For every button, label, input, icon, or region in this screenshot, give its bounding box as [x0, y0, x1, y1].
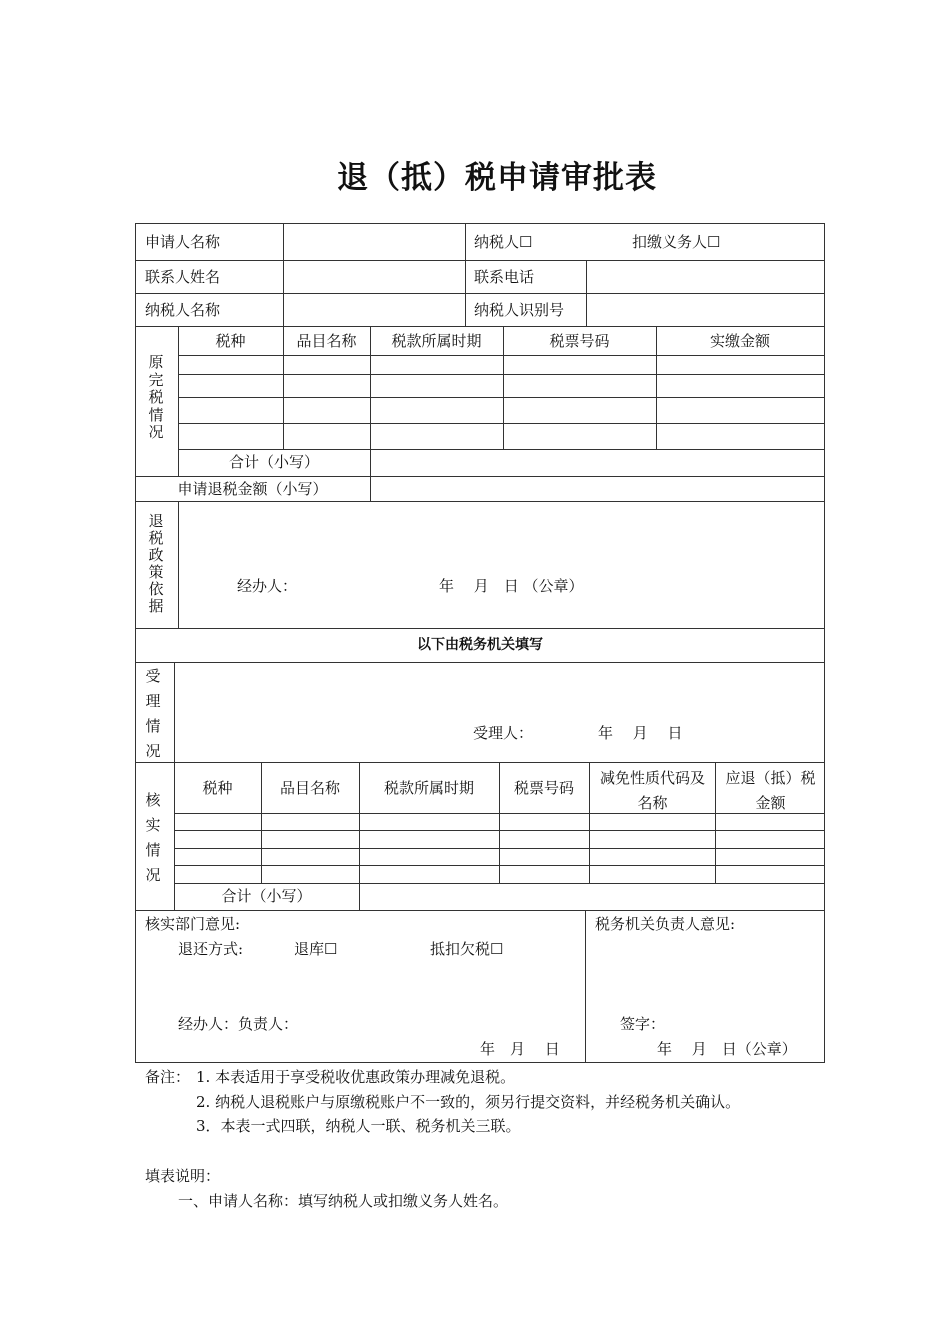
orig-col-tax-period: 税款所属时期 — [391, 332, 482, 350]
policy-handler-label: 经办人： — [237, 577, 298, 595]
contact-name-label: 联系人姓名 — [145, 268, 221, 286]
dept-date: 年 月 日 — [480, 1040, 560, 1058]
note-item: 1. 本表适用于享受税收优惠政策办理减免退税。 — [196, 1068, 516, 1086]
dept-signers-label: 经办人：负责人： — [178, 1015, 299, 1033]
notes-label: 备注： — [145, 1068, 191, 1086]
original-tax-side-label: 原完税情况 — [148, 353, 164, 441]
receiver-label: 受理人： — [473, 724, 534, 742]
taxpayer-checkbox[interactable]: 纳税人☐ — [474, 233, 533, 251]
dept-opinion-label: 核实部门意见: — [145, 915, 241, 933]
note-item: 3．本表一式四联，纳税人一联、税务机关三联。 — [196, 1117, 521, 1135]
applicant-name-label: 申请人名称 — [145, 233, 221, 251]
taxpayer-name-label: 纳税人名称 — [145, 301, 221, 319]
refund-amount-label: 申请退税金额（小写） — [177, 480, 328, 498]
instruction-item: 一、申请人名称：填写纳税人或扣缴义务人姓名。 — [178, 1192, 509, 1210]
verify-col-receipt-number: 税票号码 — [513, 779, 574, 797]
withholder-checkbox[interactable]: 扣缴义务人☐ — [632, 233, 721, 251]
verify-col-refund-amount: 应退（抵）税金额 — [725, 769, 816, 812]
office-sign-label: 签字： — [620, 1015, 666, 1033]
orig-col-receipt-number: 税票号码 — [549, 332, 610, 350]
offset-arrears-checkbox[interactable]: 抵扣欠税☐ — [430, 940, 504, 958]
orig-total-label: 合计（小写） — [228, 453, 319, 471]
verify-col-exemption-code: 减免性质代码及名称 — [599, 769, 705, 812]
orig-col-paid-amount: 实缴金额 — [709, 332, 770, 350]
verification-side-label: 核实情况 — [145, 791, 161, 884]
verify-total-label: 合计（小写） — [221, 887, 312, 905]
contact-phone-label: 联系电话 — [474, 268, 535, 286]
instructions-label: 填表说明： — [145, 1167, 221, 1185]
refund-to-treasury-checkbox[interactable]: 退库☐ — [294, 940, 338, 958]
refund-method-label: 退还方式: — [178, 940, 244, 958]
office-date-seal: 年 月 日（公章） — [657, 1040, 797, 1058]
verify-col-tax-type: 税种 — [202, 779, 233, 797]
form-title: 退（抵）税申请审批表 — [337, 160, 657, 196]
office-opinion-label: 税务机关负责人意见: — [595, 915, 736, 933]
tax-office-header: 以下由税务机关填写 — [417, 637, 543, 653]
policy-basis-side-label: 退税政策依据 — [148, 512, 164, 615]
policy-date-seal: 年 月 日 （公章） — [439, 577, 584, 595]
verify-col-tax-period: 税款所属时期 — [383, 779, 474, 797]
verify-col-item-name: 品目名称 — [279, 779, 340, 797]
acceptance-side-label: 受理情况 — [145, 667, 161, 760]
acceptance-date: 年 月 日 — [598, 724, 683, 742]
note-item: 2. 纳税人退税账户与原缴税账户不一致的，须另行提交资料，并经税务机关确认。 — [196, 1093, 741, 1111]
orig-col-item-name: 品目名称 — [296, 332, 357, 350]
orig-col-tax-type: 税种 — [215, 332, 246, 350]
taxpayer-id-label: 纳税人识别号 — [474, 301, 565, 319]
